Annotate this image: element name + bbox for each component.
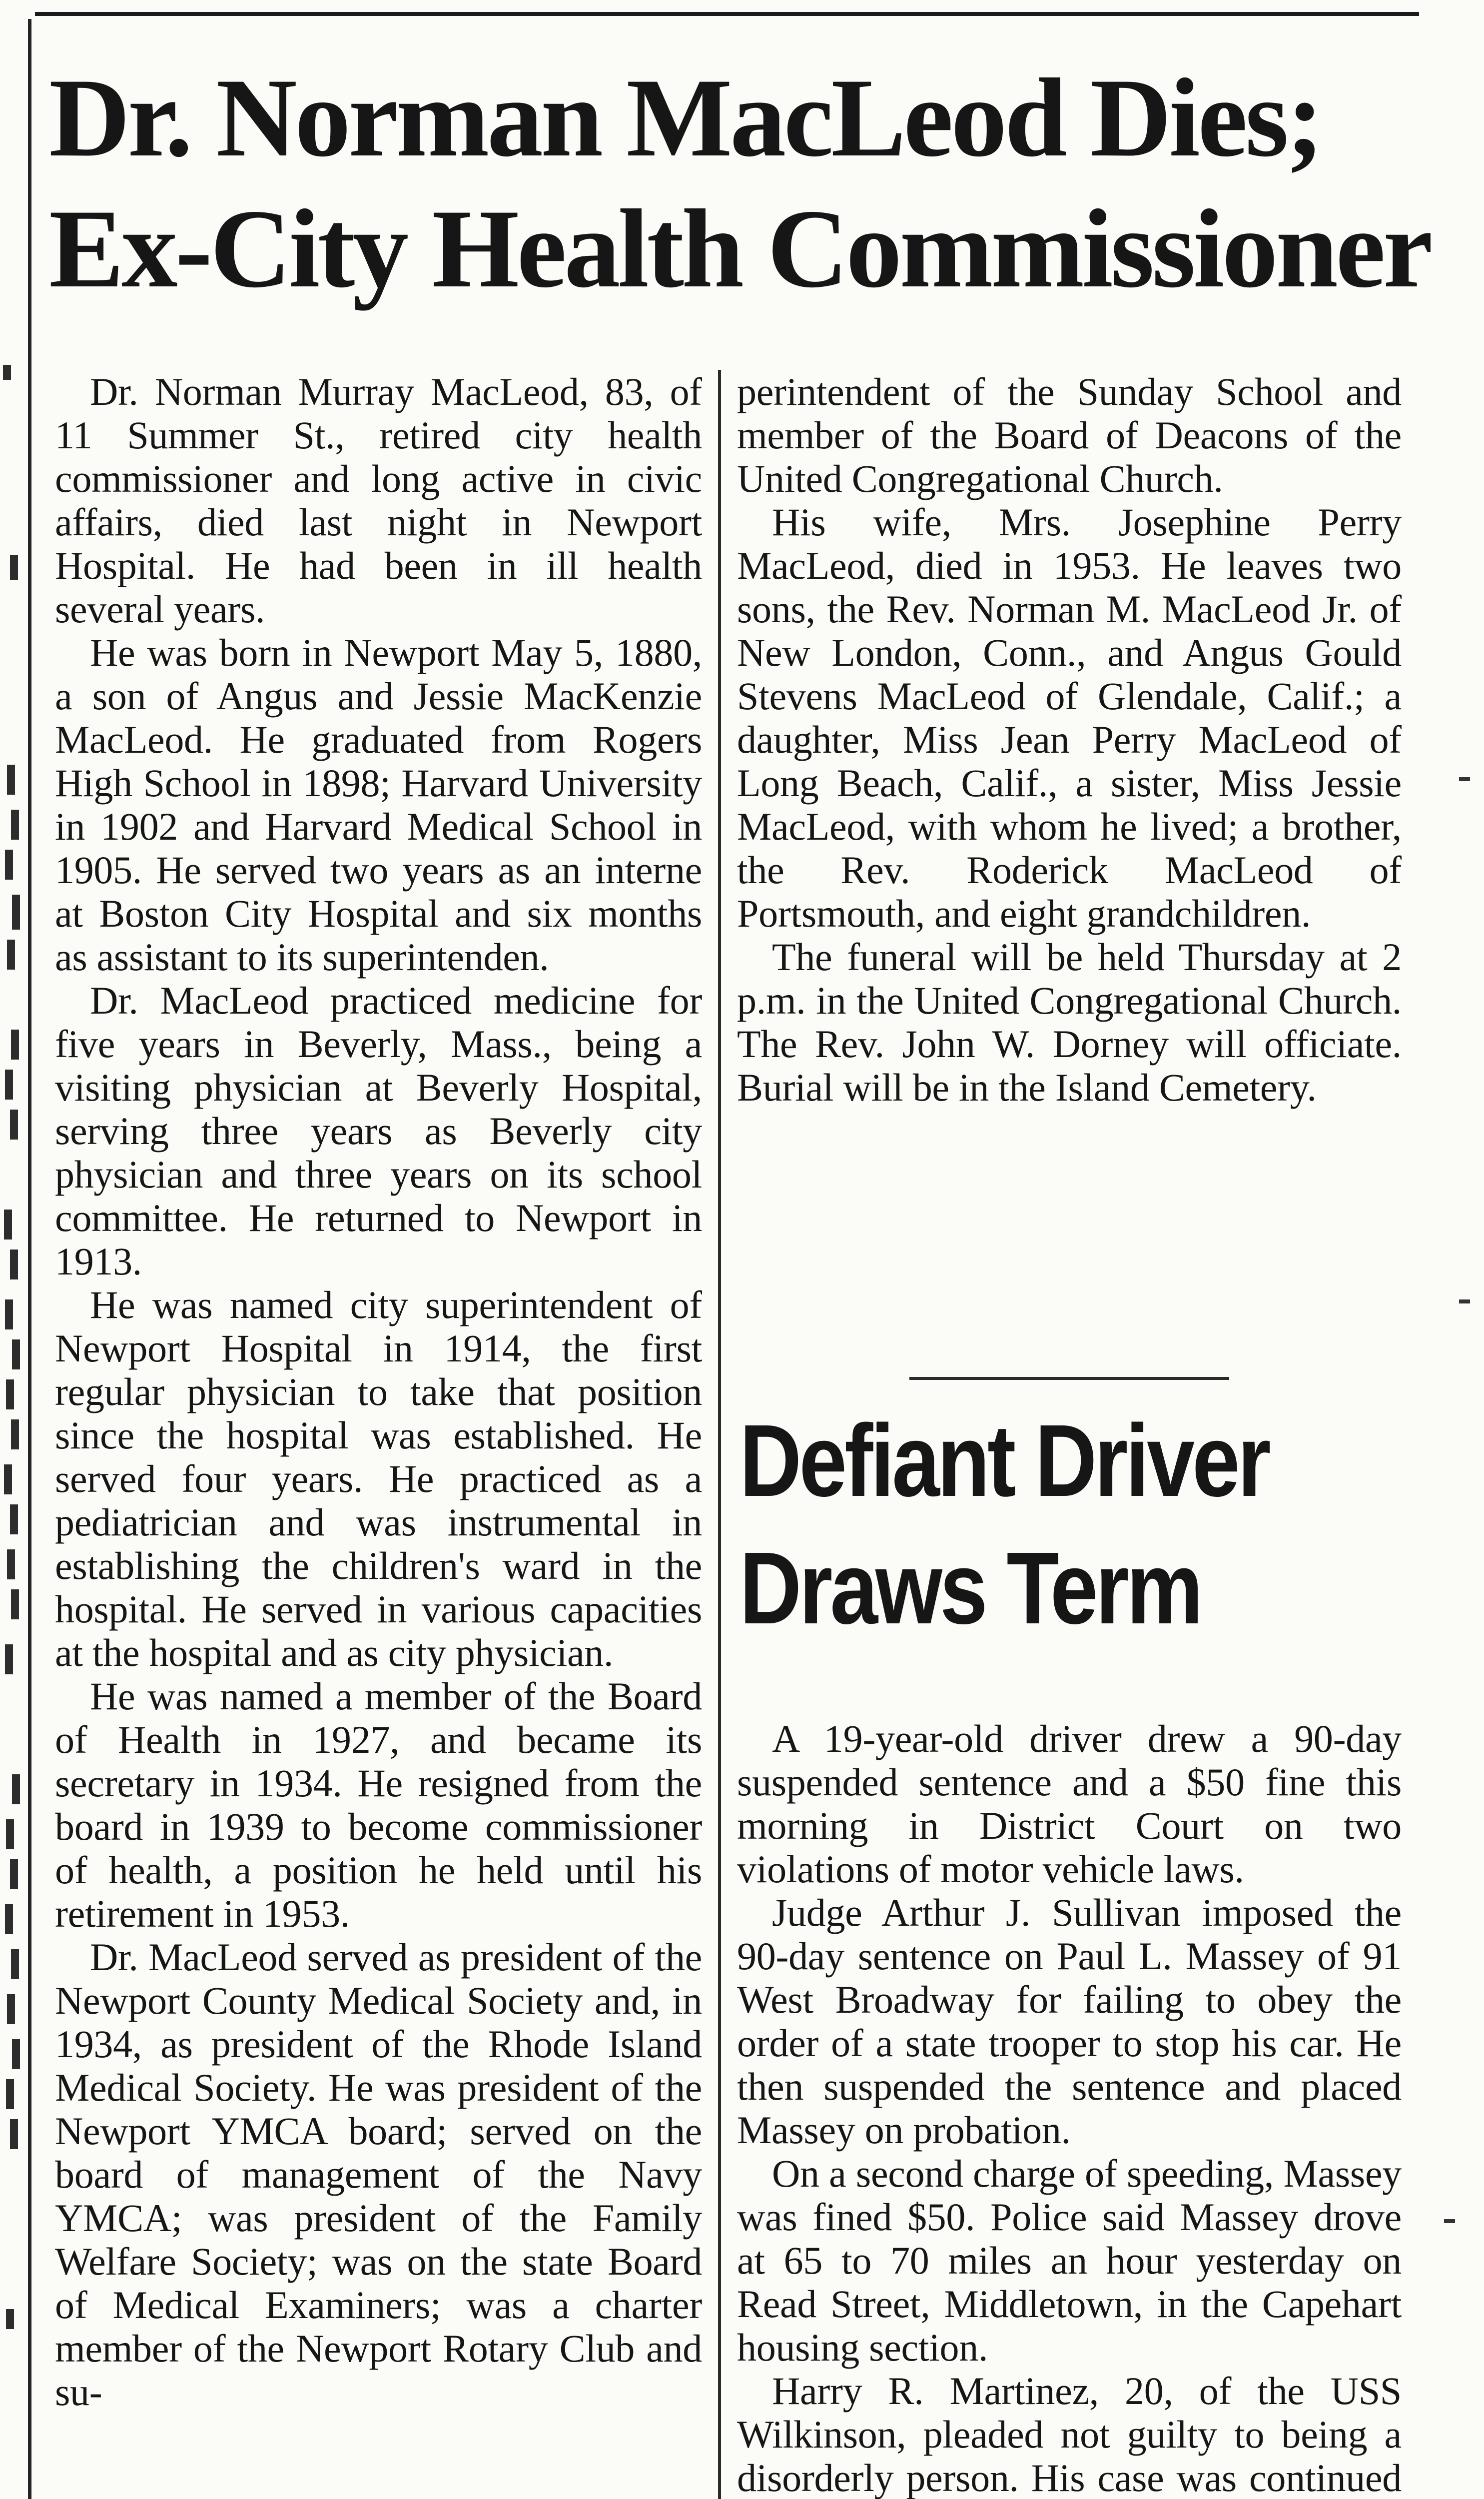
obituary-headline (49, 52, 1431, 332)
right-margin-mark (1459, 777, 1470, 781)
driver-paragraph: A 19-year-old driver drew a 90-day suspended sentence and a $50 fine this morning in District Court on two violations of motor vehicle laws. (737, 1717, 1402, 1891)
obituary-headline-line-1: Dr. Norman MacLeod Dies; (49, 55, 1322, 180)
obituary-paragraph: Dr. MacLeod served as president of the Newport County Medical Society and, in 1934, as president of the Rhode Island Medical Society. He was president of the Newport YMCA board; served on the board of management of the Navy YMCA; was president of the Family Welfare Society; was on the state Board of Medical Examiners; was a charter member of the Newport Rotary Club and su- (55, 1935, 702, 2414)
driver-paragraph: Harry R. Martinez, 20, of the USS Wilkinson, pleaded not guilty to being a disorderly person. His case was continued (737, 2369, 1402, 2499)
driver-headline-line-1: Defiant Driver (740, 1403, 1269, 1518)
obituary-paragraph: His wife, Mrs. Josephine Perry MacLeod, died in 1953. He leaves two sons, the Rev. Norman M. MacLeod Jr. of New London, Conn., and Angus Gould Stevens MacLeod of Glendale, Calif.; a daughter, Miss Jean Perry MacLeod of Long Beach, Calif., a sister, Miss Jessie MacLeod, with whom he lived; a brother, the Rev. Roderick MacLeod of Portsmouth, and eight grandchildren. (737, 500, 1402, 935)
obituary-column-1 (55, 370, 702, 2499)
obituary-paragraph: Dr. Norman Murray MacLeod, 83, of 11 Summer St., retired city health commissioner and long active in civic affairs, died last night in Newport Hospital. He had been in ill health several years. (55, 370, 702, 631)
obituary-column-2 (737, 370, 1402, 1369)
driver-headline-line-2: Draws Term (740, 1531, 1201, 1645)
obituary-paragraph: perintendent of the Sunday School and member of the Board of Deacons of the United Congregational Church. (737, 370, 1402, 500)
left-column-rule (28, 19, 31, 2499)
adjacent-column-fragments (0, 0, 28, 2499)
obituary-paragraph: The funeral will be held Thursday at 2 p.m. in the United Congregational Church. The Rev. John W. Dorney will officiate. Burial will be in the Island Cemetery. (737, 935, 1402, 1109)
driver-paragraph: Judge Arthur J. Sullivan imposed the 90-day sentence on Paul L. Massey of 91 West Broadway for failing to obey the order of a state trooper to stop his car. He then suspended the sentence and placed Massey on probation. (737, 1891, 1402, 2152)
obituary-headline-line-2: Ex-City Health Commissioner (49, 186, 1431, 311)
obituary-paragraph: Dr. MacLeod practiced medicine for five years in Beverly, Mass., being a visiting physician at Beverly Hospital, serving three years as Beverly city physician and three years on its school committee. He returned to Newport in 1913. (55, 979, 702, 1283)
section-rule (909, 1377, 1229, 1380)
driver-paragraph: On a second charge of speeding, Massey was fined $50. Police said Massey drove at 65 to 70 miles an hour yesterday on Read Street, Middletown, in the Capehart housing section. (737, 2152, 1402, 2369)
right-margin-mark (1459, 1299, 1470, 1303)
driver-headline (740, 1397, 1310, 1697)
column-divider (718, 370, 721, 2499)
obituary-paragraph: He was named a member of the Board of Health in 1927, and became its secretary in 1934. He resigned from the board in 1939 to become commissioner of health, a position he held until his retirement in 1953. (55, 1674, 702, 1935)
driver-article-column (737, 1717, 1402, 2499)
right-margin-mark (1444, 2219, 1455, 2223)
top-rule (35, 12, 1419, 16)
obituary-paragraph: He was named city superintendent of Newport Hospital in 1914, the first regular physician to take that position since the hospital was established. He served four years. He practiced as a pediatrician and was instrumental in establishing the children's ward in the hospital. He served in various capacities at the hospital and as city physician. (55, 1283, 702, 1674)
obituary-paragraph: He was born in Newport May 5, 1880, a son of Angus and Jessie MacKenzie MacLeod. He graduated from Rogers High School in 1898; Harvard University in 1902 and Harvard Medical School in 1905. He served two years as an interne at Boston City Hospital and six months as assistant to its superintenden. (55, 631, 702, 979)
